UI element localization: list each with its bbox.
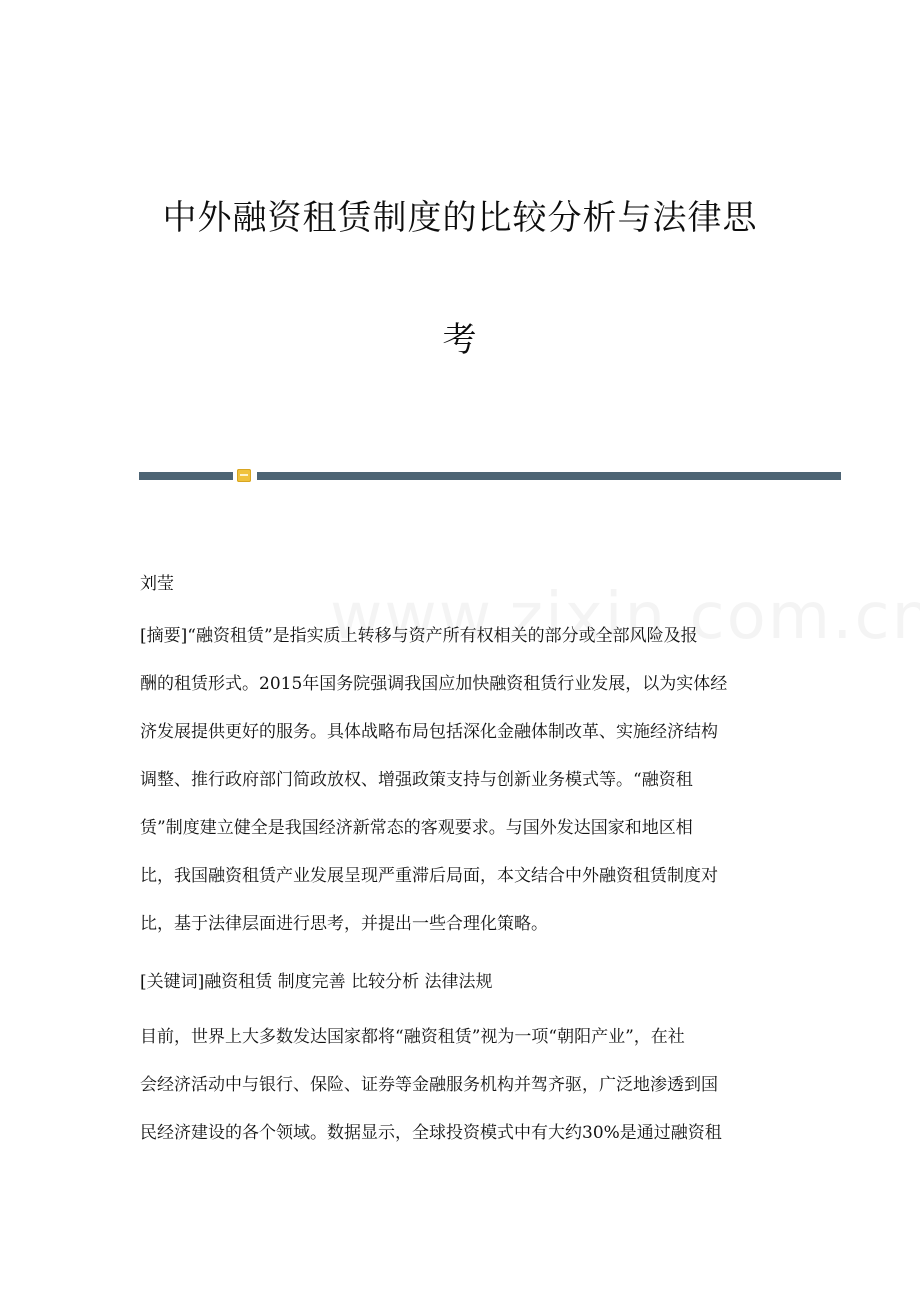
abstract-line: 酬的租赁形式。2015年国务院强调我国应加快融资租赁行业发展，以为实体经 bbox=[140, 674, 728, 694]
divider-bar-right bbox=[257, 472, 841, 480]
abstract-line: 比，我国融资租赁产业发展呈现严重滞后局面，本文结合中外融资租赁制度对 bbox=[140, 866, 718, 886]
title-divider bbox=[139, 469, 841, 483]
abstract-line: [摘要]“融资租赁”是指实质上转移与资产所有权相关的部分或全部风险及报 bbox=[140, 626, 698, 646]
author-name: 刘莹 bbox=[140, 574, 174, 594]
document-title-line-1: 中外融资租赁制度的比较分析与法律思 bbox=[162, 198, 758, 238]
document-title-line-2: 考 bbox=[442, 320, 478, 360]
abstract-line: 赁”制度建立健全是我国经济新常态的客观要求。与国外发达国家和地区相 bbox=[140, 818, 693, 838]
abstract-paragraph bbox=[140, 612, 780, 948]
keywords-line: [关键词]融资租赁 制度完善 比较分析 法律法规 bbox=[140, 972, 493, 992]
body-line: 会经济活动中与银行、保险、证券等金融服务机构并驾齐驱，广泛地渗透到国 bbox=[140, 1075, 718, 1095]
abstract-line: 调整、推行政府部门简政放权、增强政策支持与创新业务模式等。“融资租 bbox=[140, 770, 693, 790]
abstract-line: 济发展提供更好的服务。具体战略布局包括深化金融体制改革、实施经济结构 bbox=[140, 722, 718, 742]
body-line: 民经济建设的各个领域。数据显示，全球投资模式中有大约30%是通过融资租 bbox=[140, 1123, 722, 1143]
envelope-icon bbox=[237, 469, 251, 482]
body-line: 目前，世界上大多数发达国家都将“融资租赁”视为一项“朝阳产业”，在社 bbox=[140, 1027, 685, 1047]
abstract-line: 比，基于法律层面进行思考，并提出一些合理化策略。 bbox=[140, 914, 548, 934]
divider-bar-left bbox=[139, 472, 233, 480]
body-paragraph bbox=[140, 1013, 780, 1157]
